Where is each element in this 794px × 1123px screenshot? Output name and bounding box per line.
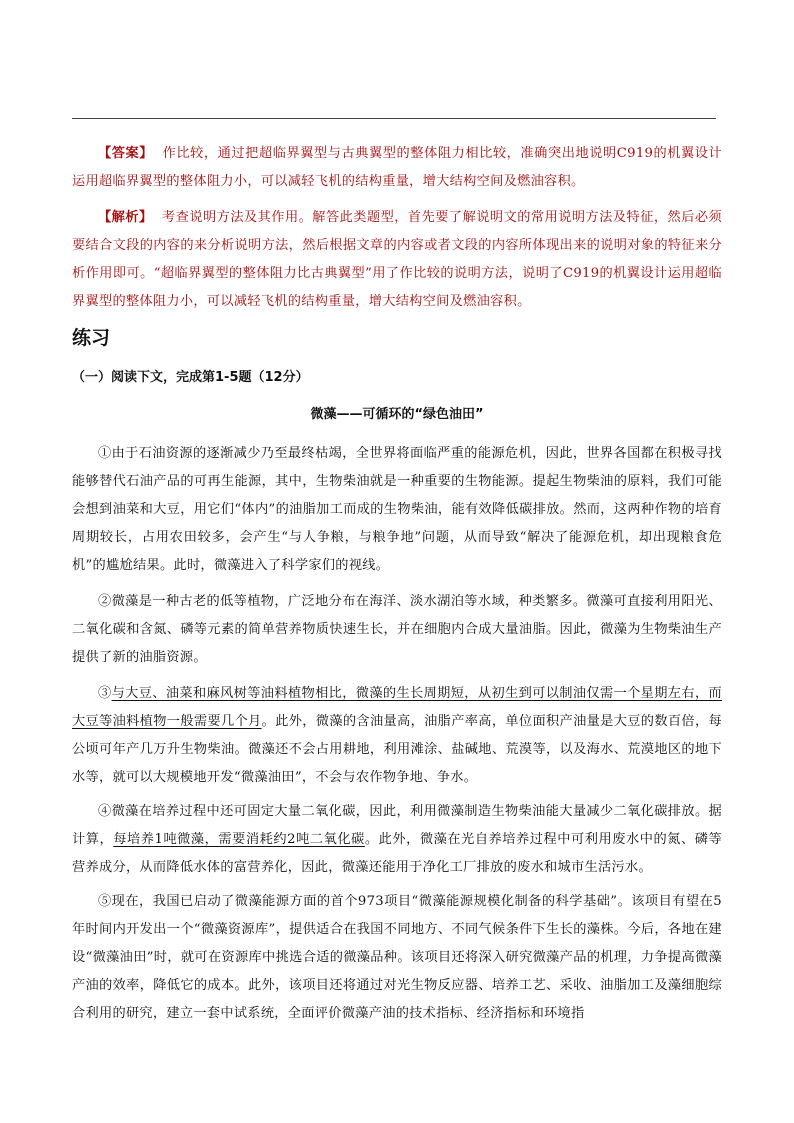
paragraph-5-text: ⑤现在，我国已启动了微藻能源方面的首个973项目“微藻能源规模化制备的科学基础”。该项目有望在5年时间内开发出一个“微藻资源库”，提供适合在我国不同地方、不同气候条件下生长的藻株。今后，各地在建设“微藻油田”时，就可在资源库中挑选合适的微藻品种。该项目还将深入研究微藻产品的机理，力争提高微藻产油的效率，降低它的成本。此外，该项目还将通过对光生物反应器、培养工艺、采收、油脂加工及藻细胞综合利用的研究，建立一套中试系统，全面评价微藻产油的技术指标、经济指标和环境指 <box>72 894 722 1021</box>
analysis-text: 考查说明方法及其作用。解答此类题型，首先要了解说明文的常用说明方法及特征，然后必须要结合文段的内容的来分析说明方法，然后根据文章的内容或者文段的内容所体现出来的说明对象的特征来分析作用即可。“超临界翼型的整体阻力比古典翼型”用了作比较的说明方法，说明了C919的机翼设计运用超临界翼型的整体阻力小，可以减轻飞机的结构重量，增大结构空间及燃油容积。 <box>72 210 723 309</box>
header-rule <box>72 118 716 119</box>
paragraph-2-text: ②微藻是一种古老的低等植物，广泛地分布在海洋、淡水湖泊等水域，种类繁多。微藻可直接利用阳光、二氧化碳和含氮、磷等元素的简单营养物质快速生长，并在细胞内合成大量油脂。因此，微藻为生物柴油生产提供了新的油脂资源。 <box>72 594 722 665</box>
paragraph-4-rest: 。此外，微藻在光自养培养过程中可利用废水中的氮、磷等营养成分，从而降低水体的富营养化，因此，微藻还能用于净化工厂排放的废水和城市生活污水。 <box>72 832 722 875</box>
article-title: 微藻——可循环的“绿色油田” <box>310 407 484 422</box>
answer-tag: 【答案】 <box>98 146 154 161</box>
paragraph-3-text <box>72 680 722 792</box>
paragraph-5 <box>72 888 722 1028</box>
analysis-paragraph <box>72 204 722 316</box>
paragraph-3 <box>72 680 722 792</box>
exercise-instructions: （一）阅读下文，完成第1-5题（12分） <box>72 370 309 385</box>
paragraph-3-rest: 。此外，微藻的含油量高，油脂产率高，单位面积产油量是大豆的数百倍，每公顷可年产几万升生物柴油。微藻还不会占用耕地，利用滩涂、盐碱地、荒漠等，以及海水、荒漠地区的地下水等，就可以大规模地开发“微藻油田”，不会与农作物争地、争水。 <box>72 714 723 785</box>
answer-text: 作比较，通过把超临界翼型与古典翼型的整体阻力相比较，准确突出地说明C919的机翼设计运用超临界翼型的整体阻力小，可以减轻飞机的结构重量，增大结构空间及燃油容积。 <box>72 146 723 189</box>
answer-block <box>72 140 722 196</box>
paragraph-1 <box>72 440 722 580</box>
answer-paragraph <box>72 140 722 196</box>
analysis-block <box>72 204 722 316</box>
paragraph-4-start: ④微藻在培养过程中还可固定大量二氧化碳，因此，利用微藻制造生物柴油能大量减少二氧化碳排放。据计算， <box>72 804 722 847</box>
paragraph-2 <box>72 588 722 672</box>
paragraph-3-number: ③ <box>98 686 112 701</box>
paragraph-4-underlined: 每培养1吨微藻，需要消耗约2吨二氧化碳 <box>113 832 365 847</box>
paragraph-3-underlined: 与大豆、油菜和麻风树等油料植物相比，微藻的生长周期短，从初生到可以制油仅需一个星期左右，而大豆等油料植物一般需要几个月 <box>72 686 722 729</box>
paragraph-4 <box>72 798 722 882</box>
paragraph-1-text: ①由于石油资源的逐渐减少乃至最终枯竭，全世界将面临严重的能源危机，因此，世界各国都在积极寻找能够替代石油产品的可再生能源，其中，生物柴油就是一种重要的生物能源。提起生物柴油的原料，我们可能会想到油菜和大豆，用它们“体内”的油脂加工而成的生物柴油，能有效降低碳排放。然而，这两种作物的培育周期较长，占用农田较多，会产生“与人争粮，与粮争地”问题，从而导致“解决了能源危机，却出现粮食危机”的尴尬结果。此时，微藻进入了科学家们的视线。 <box>72 446 722 573</box>
paragraph-4-text <box>72 798 722 882</box>
section-heading: 练习 <box>72 327 111 349</box>
analysis-tag: 【解析】 <box>98 210 153 225</box>
